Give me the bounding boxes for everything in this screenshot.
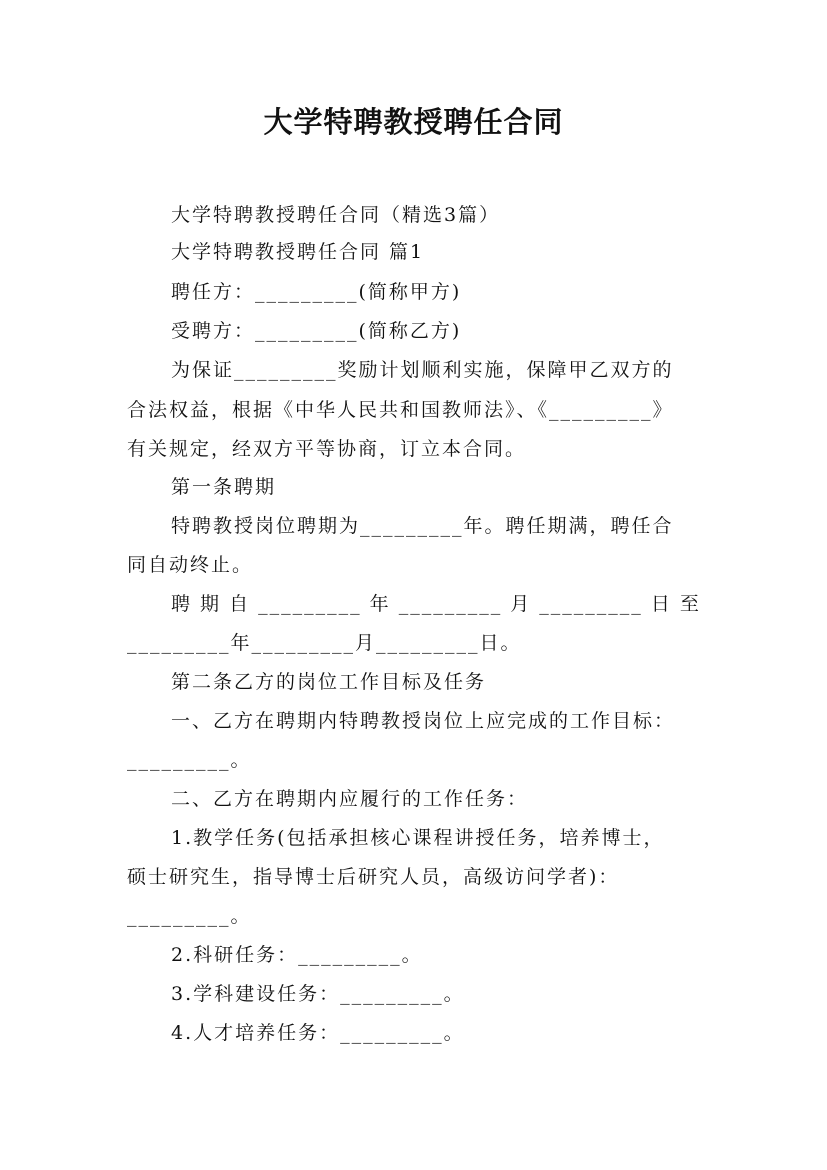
paragraph-line: 同自动终止。 (127, 554, 254, 576)
section-heading: 大学特聘教授聘任合同 篇1 (171, 241, 425, 263)
term-date-line: 聘 期 自 _________ 年 _________ 月 _________ 日 至 (171, 593, 701, 615)
doc-subtitle: 大学特聘教授聘任合同（精选3篇） (171, 204, 501, 226)
task-item: 1.教学任务(包括承担核心课程讲授任务，培养博士， (171, 827, 665, 849)
paragraph-line: 有关规定，经双方平等协商，订立本合同。 (127, 438, 527, 460)
paragraph-line: 特聘教授岗位聘期为_________年。聘任期满，聘任合 (171, 515, 674, 537)
article-heading: 第一条聘期 (171, 476, 277, 498)
paragraph-line: 二、乙方在聘期内应履行的工作任务： (171, 788, 529, 810)
document-title: 大学特聘教授聘任合同 (263, 105, 564, 139)
term-date-line: _________年_________月_________日。 (127, 632, 522, 654)
task-item: _________。 (127, 905, 252, 927)
paragraph-line: _________。 (127, 749, 252, 771)
paragraph-line: 合法权益，根据《中华人民共和国教师法》、《_________》 (127, 399, 674, 421)
task-item: 硕士研究生，指导博士后研究人员，高级访问学者)： (127, 866, 620, 888)
paragraph-line: 为保证_________奖励计划顺利实施，保障甲乙双方的 (171, 359, 674, 381)
task-item: 2.科研任务：_________。 (171, 944, 423, 966)
employer-line: 聘任方：_________(简称甲方) (171, 281, 462, 303)
article-heading: 第二条乙方的岗位工作目标及任务 (171, 671, 487, 693)
task-item: 3.学科建设任务：_________。 (171, 983, 465, 1005)
paragraph-line: 一、乙方在聘期内特聘教授岗位上应完成的工作目标： (171, 710, 676, 732)
task-item: 4.人才培养任务：_________。 (171, 1022, 465, 1044)
employee-line: 受聘方：_________(简称乙方) (171, 320, 462, 342)
